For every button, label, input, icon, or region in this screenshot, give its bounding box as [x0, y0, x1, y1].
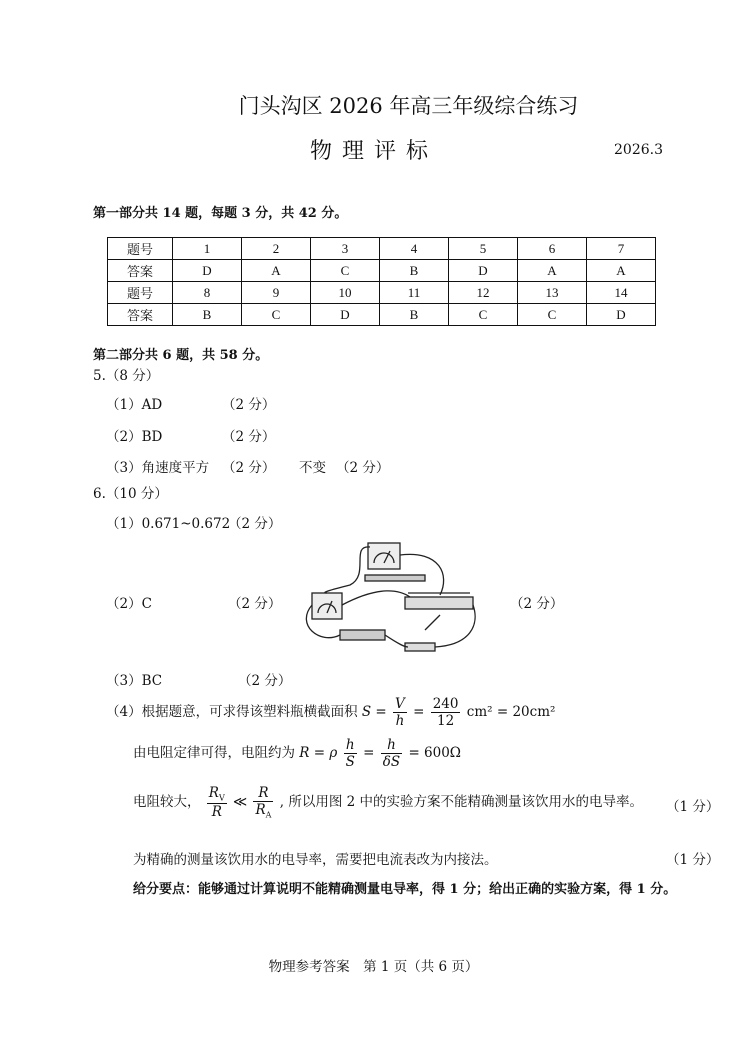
q16-answer-4-line2 [133, 737, 461, 770]
much-less-than: ≪ [233, 794, 248, 811]
part2-heading: 第二部分共 6 题，共 58 分。 [93, 348, 269, 363]
table-cell: B [173, 304, 242, 326]
table-cell: A [242, 260, 311, 282]
table-cell: C [518, 304, 587, 326]
table-cell: 5 [449, 238, 518, 260]
table-cell: 7 [587, 238, 656, 260]
table-row [108, 282, 656, 304]
q15-answer-3b: 不变 [299, 460, 326, 476]
document-subtitle: 物理评标 [310, 139, 439, 164]
q16-a4-intro: （4）根据题意，可求得该塑料瓶横截面积 [106, 704, 358, 721]
formula-tail: cm² = 20cm² [466, 704, 556, 721]
row-label: 题号 [108, 282, 173, 304]
table-cell: D [587, 304, 656, 326]
table-cell: A [518, 260, 587, 282]
table-cell: 8 [173, 282, 242, 304]
q16-a4-line4: 为精确的测量该饮用水的电导率，需要把电流表改为内接法。 [133, 852, 498, 868]
q15-answer-2: （2）BD [106, 429, 163, 445]
part1-heading: 第一部分共 14 题，每题 3 分，共 42 分。 [93, 206, 348, 221]
fraction-h-over-deltas: $\frac{h}{\delta S}$ [382, 737, 401, 771]
table-cell: D [311, 304, 380, 326]
fraction-240-over-12: $\frac{240}{12}$ [432, 696, 459, 730]
q16-answer-3: （3）BC [106, 673, 163, 689]
q15-score-3b: （2 分） [336, 460, 390, 476]
fraction-v-over-h: $\frac{V}{h}$ [395, 696, 405, 730]
scoring-note: 给分要点：能够通过计算说明不能精确测量电导率，得 1 分；给出正确的实验方案，得 1 分。 [133, 882, 677, 897]
row-label: 答案 [108, 260, 173, 282]
page-footer: 物理参考答案 第 1 页（共 6 页） [268, 959, 479, 975]
q16-a4-line2-text: 由电阻定律可得，电阻约为 [133, 745, 295, 762]
table-cell: 6 [518, 238, 587, 260]
table-row [108, 304, 656, 326]
document-title: 门头沟区 2026 年高三年级综合练习 [238, 94, 579, 118]
q16-a4-line3-post: , 所以用图 2 中的实验方案不能精确测量该饮用水的电导率。 [279, 794, 643, 811]
q15-score-1: （2 分） [222, 397, 276, 413]
table-row [108, 260, 656, 282]
table-cell: C [242, 304, 311, 326]
q16-answer-4-line1 [106, 696, 555, 729]
document-date: 2026.3 [614, 142, 663, 158]
table-cell: C [311, 260, 380, 282]
q16-score-2: （2 分） [228, 596, 282, 612]
fraction-rv-over-r: $\frac{R_V}{R}$ [208, 785, 225, 821]
formula2-lhs: R = ρ [299, 745, 338, 762]
q16-title: 6.（10 分） [93, 486, 168, 502]
table-cell: B [380, 304, 449, 326]
answer-table [107, 237, 656, 326]
q16-answer-2: （2）C [106, 596, 152, 612]
table-row [108, 238, 656, 260]
fraction-r-over-ra: $\frac{R}{R_A}$ [255, 785, 272, 820]
table-cell: 14 [587, 282, 656, 304]
table-cell: 9 [242, 282, 311, 304]
table-cell: C [449, 304, 518, 326]
formula-eq: = [413, 704, 425, 721]
formula-lhs: S = [361, 704, 387, 721]
table-cell: A [587, 260, 656, 282]
row-label: 答案 [108, 304, 173, 326]
table-cell: 2 [242, 238, 311, 260]
q15-score-2: （2 分） [222, 429, 276, 445]
table-cell: B [380, 260, 449, 282]
q15-title: 5.（8 分） [93, 368, 160, 384]
q16-answer-1: （1）0.671~0.672 [106, 516, 231, 532]
table-cell: D [173, 260, 242, 282]
q16-a4-line3-score: （1 分） [666, 799, 720, 815]
q16-a4-line4-score: （1 分） [666, 852, 720, 868]
table-cell: 13 [518, 282, 587, 304]
q16-a4-line3-pre: 电阻较大， [133, 794, 201, 811]
q15-answer-3: （3）角速度平方 [106, 460, 210, 476]
q15-score-3: （2 分） [222, 460, 276, 476]
q16-answer-4-line3 [133, 785, 643, 820]
q16-score-1: （2 分） [228, 516, 282, 532]
fraction-h-over-s: $\frac{h}{S}$ [345, 737, 355, 771]
table-cell: 1 [173, 238, 242, 260]
table-cell: D [449, 260, 518, 282]
table-cell: 11 [380, 282, 449, 304]
formula2-tail: = 600Ω [408, 745, 462, 762]
table-cell: 4 [380, 238, 449, 260]
circuit-diagram [290, 535, 485, 660]
table-cell: 12 [449, 282, 518, 304]
q16-figure-score: （2 分） [510, 596, 564, 612]
table-cell: 3 [311, 238, 380, 260]
formula2-eq: = [363, 745, 375, 762]
table-cell: 10 [311, 282, 380, 304]
q16-score-3: （2 分） [238, 673, 292, 689]
q15-answer-1: （1）AD [106, 397, 163, 413]
row-label: 题号 [108, 238, 173, 260]
